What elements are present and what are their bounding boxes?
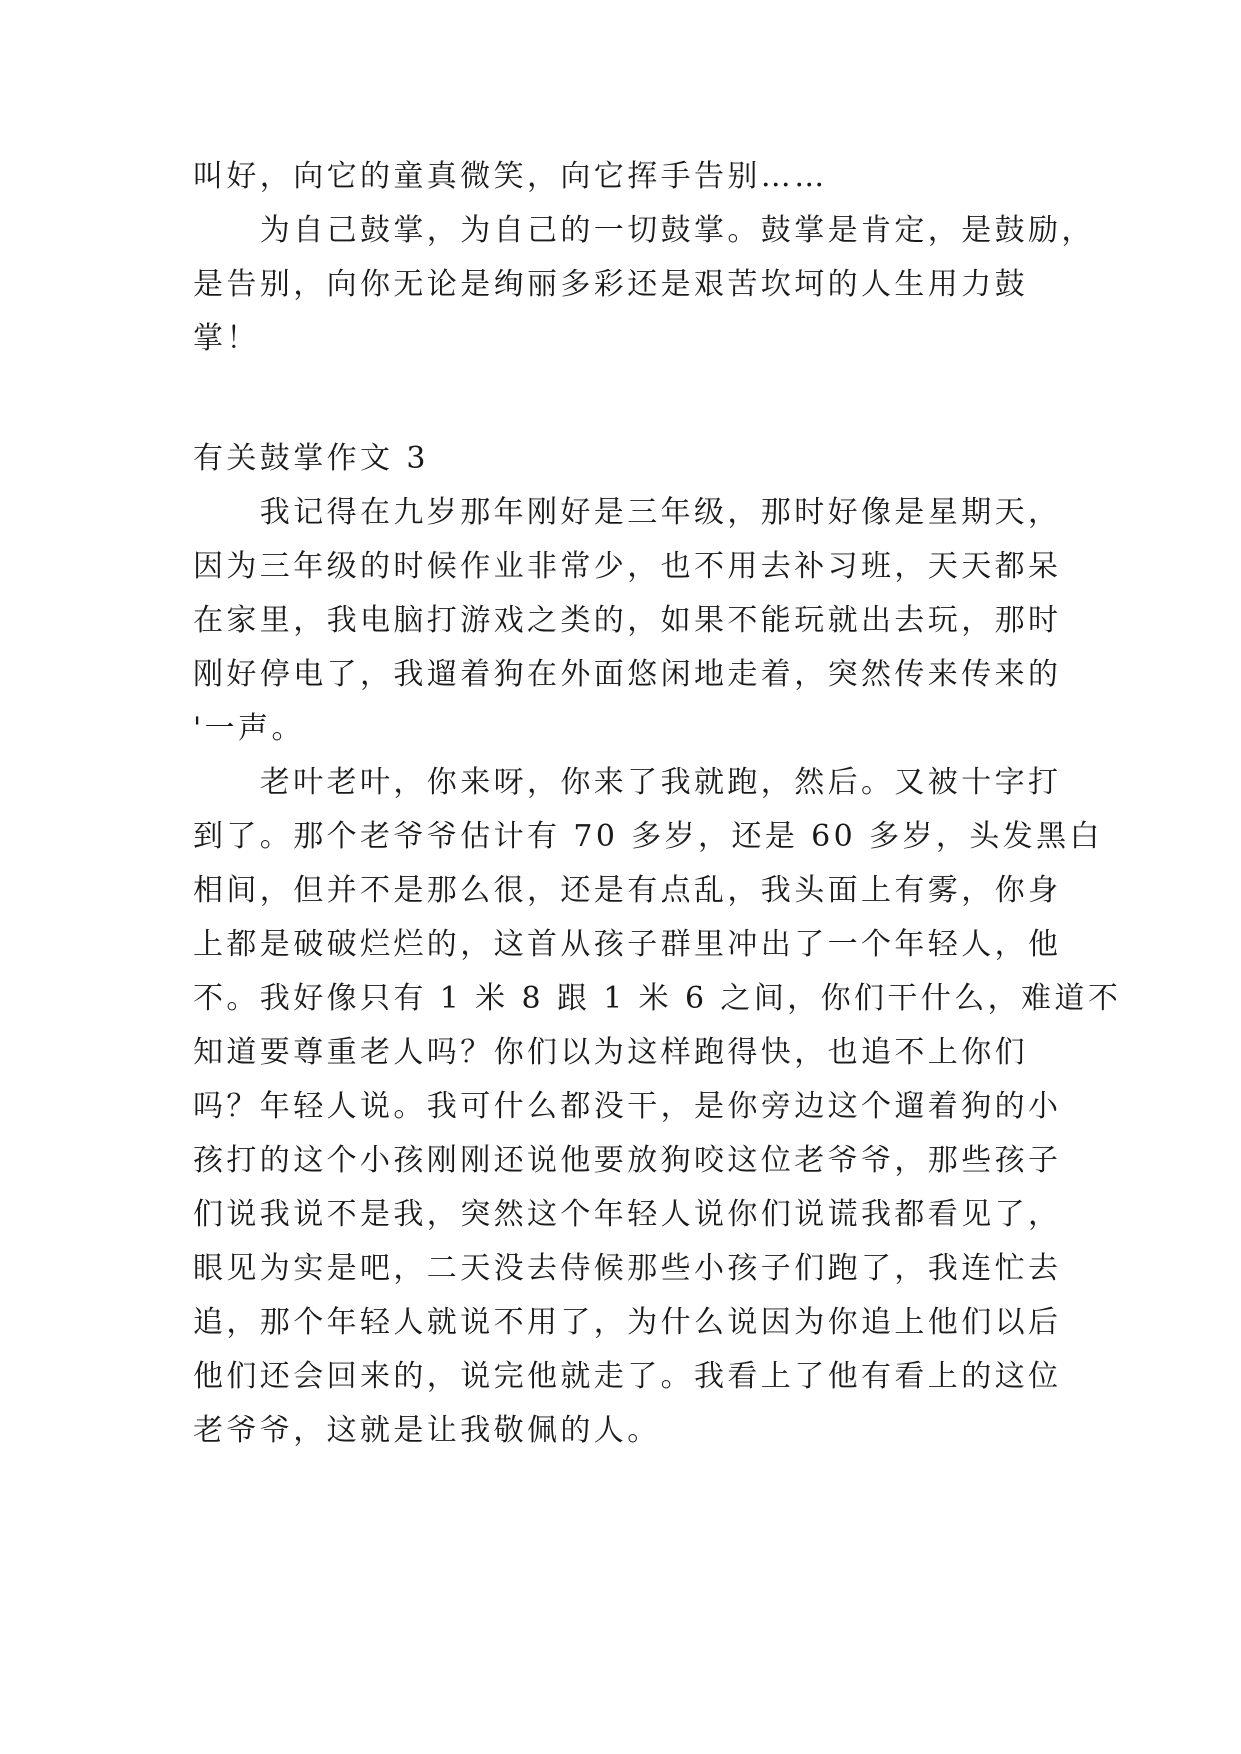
paragraph-line: 孩打的这个小孩刚刚还说他要放狗咬这位老爷爷，那些孩子 [193,1143,1062,1178]
paragraph-line: 知道要尊重老人吗？你们以为这样跑得快，也追不上你们 [193,1035,1028,1070]
paragraph-line: 眼见为实是吧，二天没去侍候那些小孩子们跑了，我连忙去 [193,1251,1062,1286]
paragraph-line: 们说我说不是我，突然这个年轻人说你们说谎我都看见了， [193,1197,1062,1232]
paragraph-line: 上都是破破烂烂的，这首从孩子群里冲出了一个年轻人，他 [193,927,1062,962]
paragraph-line: 是告别，向你无论是绚丽多彩还是艰苦坎坷的人生用力鼓 [193,267,1028,302]
paragraph-line: 不。我好像只有 1 米 8 跟 1 米 6 之间，你们干什么，难道不 [193,981,1122,1016]
paragraph-line: '一声。 [193,711,305,746]
paragraph-line: 掌！ [193,321,260,356]
paragraph-line: 在家里，我电脑打游戏之类的，如果不能玩就出去玩，那时 [193,603,1062,638]
paragraph-line: 追，那个年轻人就说不用了，为什么说因为你追上他们以后 [193,1305,1062,1340]
paragraph-line: 老叶老叶，你来呀，你来了我就跑，然后。又被十字打 [193,765,1062,800]
paragraph-line: 叫好，向它的童真微笑，向它挥手告别…… [193,159,828,194]
paragraph-line: 我记得在九岁那年刚好是三年级，那时好像是星期天， [193,495,1062,530]
paragraph-line: 到了。那个老爷爷估计有 70 多岁，还是 60 多岁，头发黑白 [193,819,1103,854]
paragraph-line: 吗？年轻人说。我可什么都没干，是你旁边这个遛着狗的小 [193,1089,1062,1124]
section-gap [193,366,1063,432]
paragraph-line: 相间，但并不是那么很，还是有点乱，我头面上有雾，你身 [193,873,1062,908]
document-body [193,150,1122,1458]
paragraph-line: 为自己鼓掌，为自己的一切鼓掌。鼓掌是肯定，是鼓励， [193,213,1095,248]
paragraph-line: 老爷爷，这就是让我敬佩的人。 [193,1413,661,1448]
section-title: 有关鼓掌作文 3 [193,441,429,476]
paragraph-line: 他们还会回来的，说完他就走了。我看上了他有看上的这位 [193,1359,1062,1394]
paragraph-line: 刚好停电了，我遛着狗在外面悠闲地走着，突然传来传来的 [193,657,1062,692]
paragraph-line: 因为三年级的时候作业非常少，也不用去补习班，天天都呆 [193,549,1062,584]
